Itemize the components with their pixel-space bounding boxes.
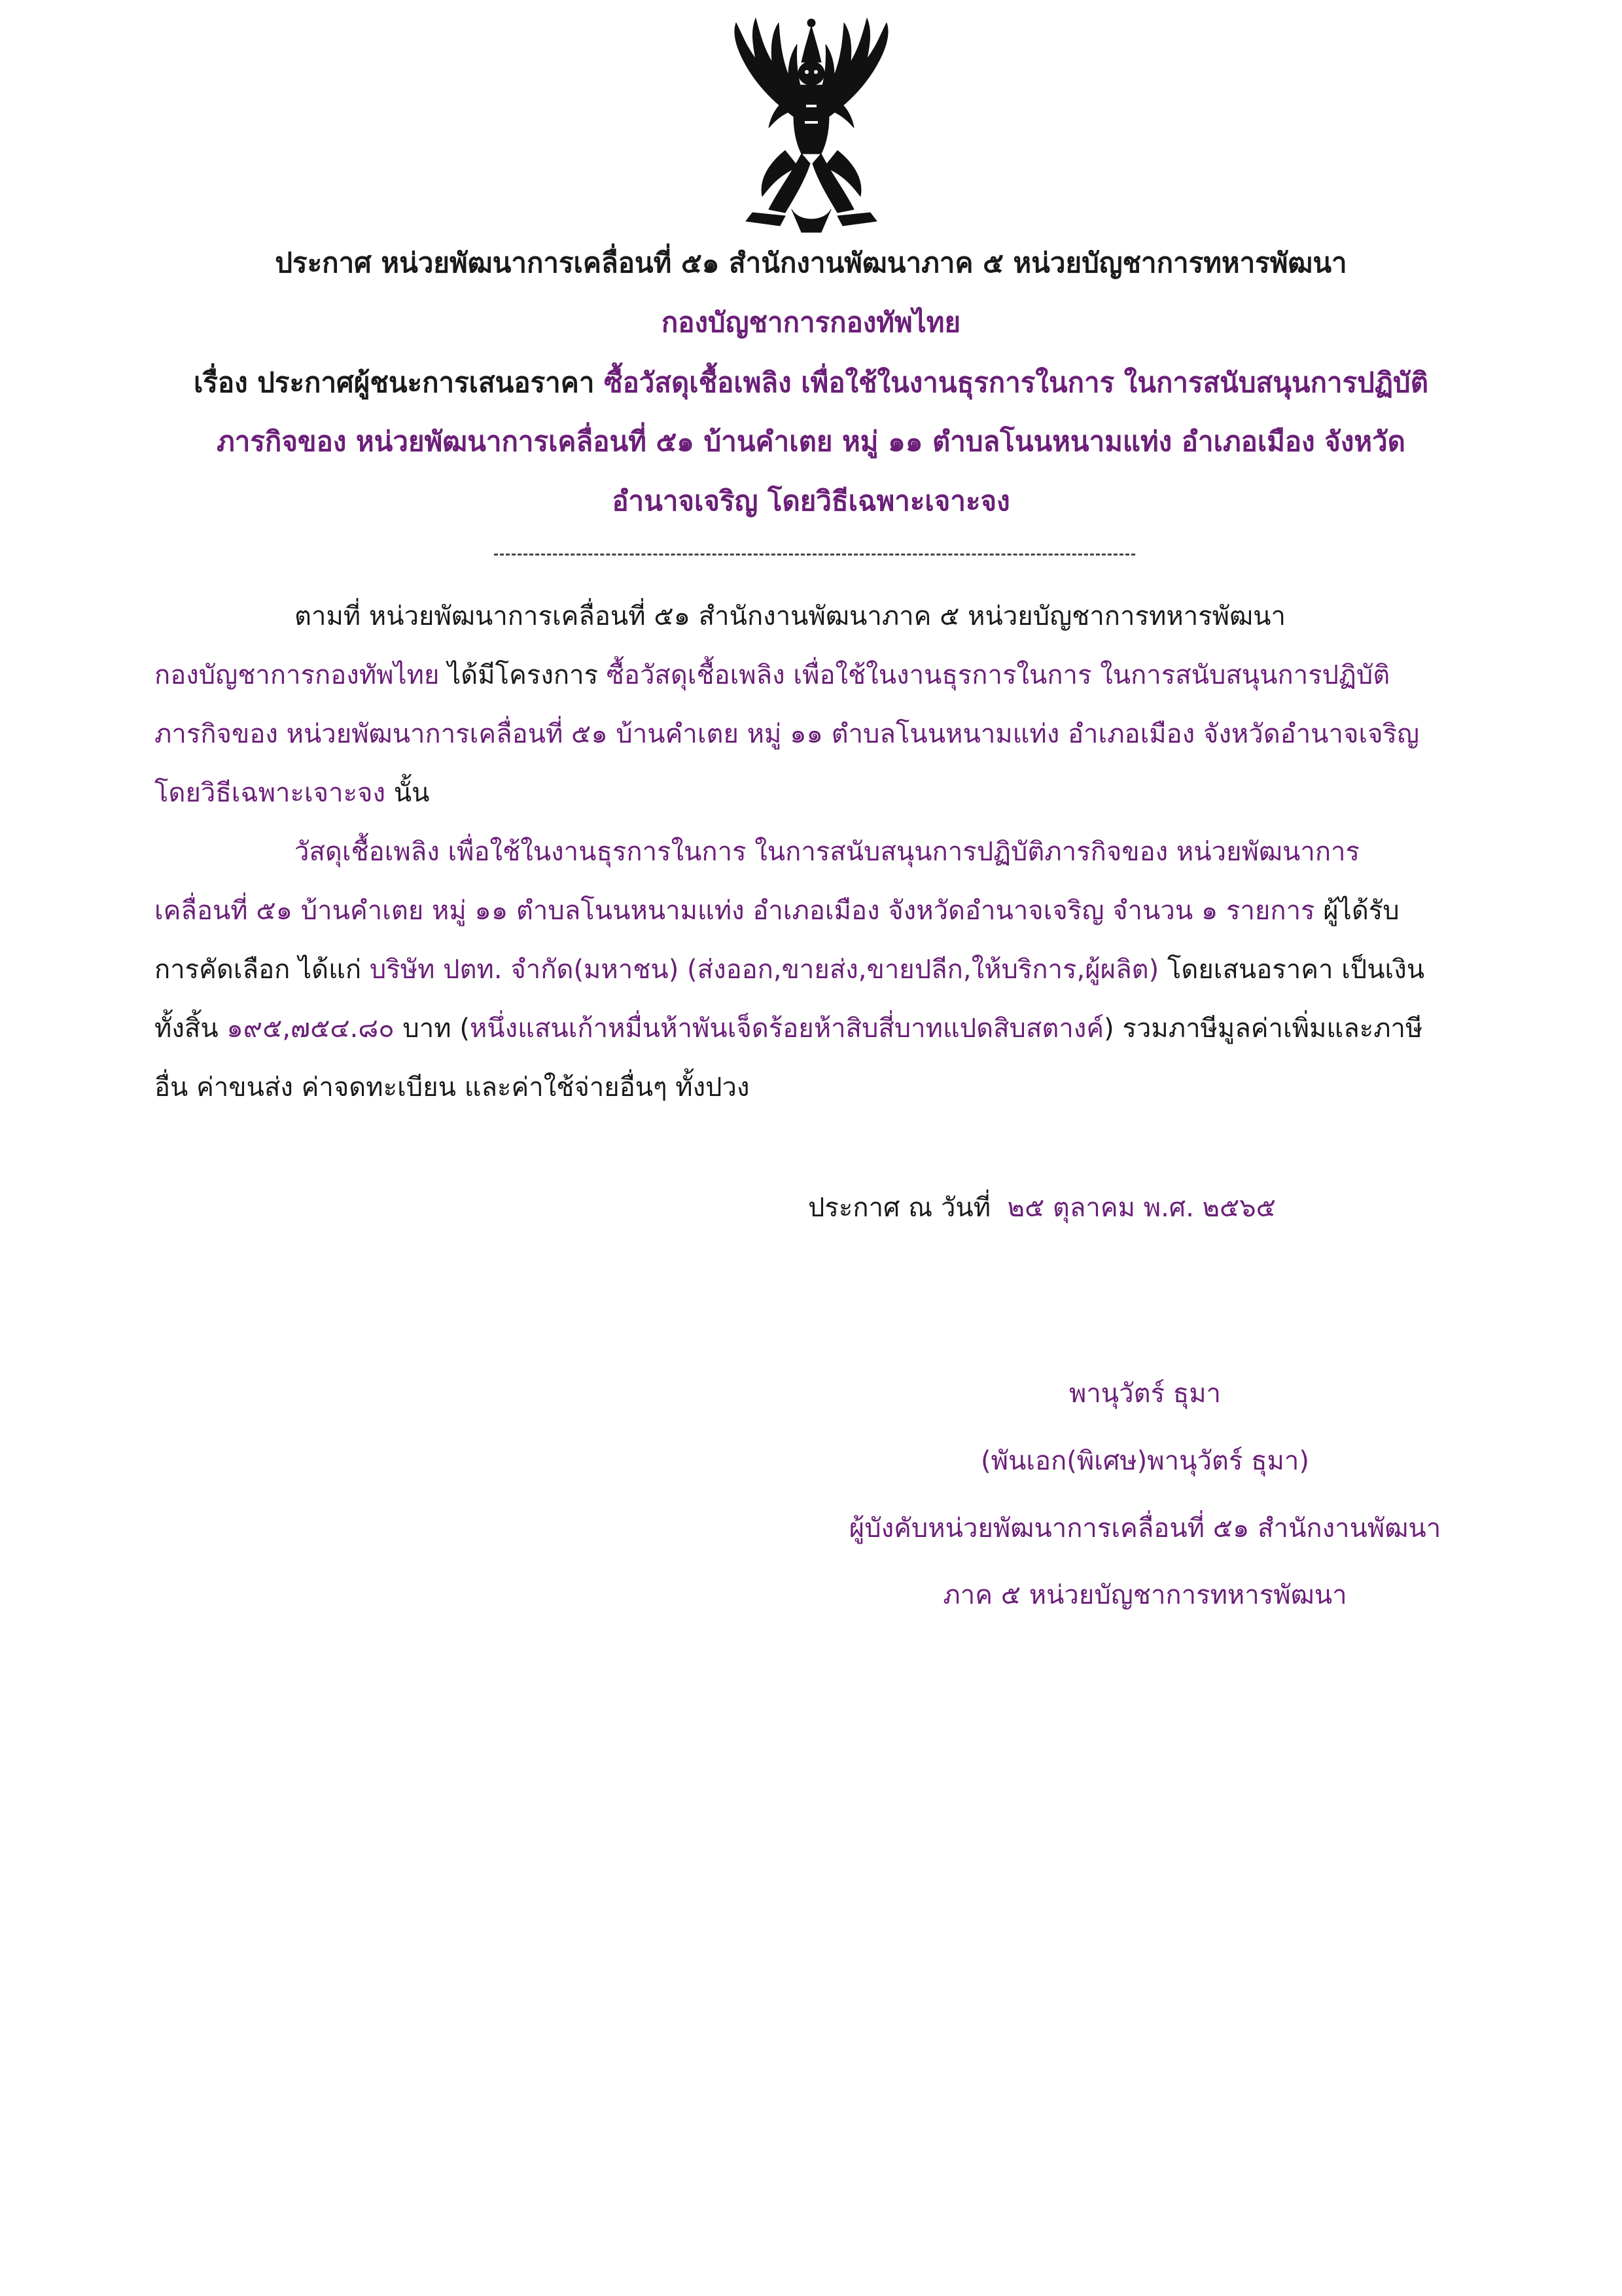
para1-line-2: กองบัญชาการกองทัพไทย ได้มีโครงการ ซื้อวัสดุเชื้อเพลิง เพื่อใช้ในงานธุรการในการ ในการสนับสนุนการปฏิบัติ — [154, 660, 1390, 690]
para1-line-1: ตามที่ หน่วยพัฒนาการเคลื่อนที่ ๕๑ สำนักงานพัฒนาภาค ๕ หน่วยบัญชาการทหารพัฒนา — [294, 601, 1286, 631]
para1-line-4: โดยวิธีเฉพาะเจาะจง นั้น — [154, 778, 430, 808]
para2-line-2: เคลื่อนที่ ๕๑ บ้านคำเตย หมู่ ๑๑ ตำบลโนนหนามแท่ง อำเภอเมือง จังหวัดอำนาจเจริญ จำนวน ๑ รายการ ผู้ได้รับ — [154, 896, 1400, 926]
divider — [494, 554, 1135, 556]
para2-line-4: ทั้งสิ้น ๑๙๕,๗๕๔.๘๐ บาท (หนึ่งแสนเก้าหมื่นห้าพันเจ็ดร้อยห้าสิบสี่บาทแปดสิบสตางค์) รวมภาษีมูลค่าเพิ่มและภาษี — [154, 1014, 1423, 1044]
signature-position-2: ภาค ๕ หน่วยบัญชาการทหารพัฒนา — [943, 1580, 1347, 1610]
agency-name: กองบัญชาการกองทัพไทย — [154, 660, 440, 690]
para2-line-3: การคัดเลือก ได้แก่ บริษัท ปตท. จำกัด(มหาชน) (ส่งออก,ขายส่ง,ขายปลีก,ให้บริการ,ผู้ผลิต) โดยเสนอราคา เป็นเงิน — [154, 955, 1425, 985]
project-name: ซื้อวัสดุเชื้อเพลิง เพื่อใช้ในงานธุรการในการ ในการสนับสนุนการปฏิบัติ — [606, 660, 1390, 690]
header-line-5: อำนาจเจริญ โดยวิธีเฉพาะเจาะจง — [612, 485, 1010, 517]
price-in-words: หนึ่งแสนเก้าหมื่นห้าพันเจ็ดร้อยห้าสิบสี่บาทแปดสิบสตางค์ — [469, 1014, 1104, 1044]
announce-date: ๒๕ ตุลาคม พ.ศ. ๒๕๖๕ — [1007, 1193, 1276, 1223]
signature-name: พานุวัตร์ ธุมา — [1068, 1379, 1222, 1409]
header-line-3 — [131, 363, 1491, 402]
winner-company: บริษัท ปตท. จำกัด(มหาชน) (ส่งออก,ขายส่ง,ขายปลีก,ให้บริการ,ผู้ผลิต) — [369, 955, 1159, 985]
signature-rank-name: (พันเอก(พิเศษ)พานุวัตร์ ธุมา) — [981, 1446, 1309, 1476]
para1-line-3: ภารกิจของ หน่วยพัฒนาการเคลื่อนที่ ๕๑ บ้านคำเตย หมู่ ๑๑ ตำบลโนนหนามแท่ง อำเภอเมือง จังหวัดอำนาจเจริญ — [154, 719, 1420, 749]
signature-position-1: ผู้บังคับหน่วยพัฒนาการเคลื่อนที่ ๕๑ สำนักงานพัฒนา — [849, 1513, 1441, 1544]
para2-line-5: อื่น ค่าขนส่ง ค่าจดทะเบียน และค่าใช้จ่ายอื่นๆ ทั้งปวง — [154, 1072, 750, 1103]
subject-title: ซื้อวัสดุเชื้อเพลิง เพื่อใช้ในงานธุรการในการ ในการสนับสนุนการปฏิบัติ — [604, 366, 1428, 398]
announce-date-line: ประกาศ ณ วันที่ ๒๕ ตุลาคม พ.ศ. ๒๕๖๕ — [808, 1193, 1276, 1223]
para2-line-1: วัสดุเชื้อเพลิง เพื่อใช้ในงานธุรการในการ ในการสนับสนุนการปฏิบัติภารกิจของ หน่วยพัฒนาการ — [294, 837, 1360, 867]
price-amount: ๑๙๕,๗๕๔.๘๐ — [226, 1014, 395, 1044]
garuda-emblem-icon — [707, 13, 916, 242]
header-line-2: กองบัญชาการกองทัพไทย — [661, 306, 961, 338]
subject-prefix: เรื่อง ประกาศผู้ชนะการเสนอราคา — [194, 366, 595, 398]
header-line-1: ประกาศ หน่วยพัฒนาการเคลื่อนที่ ๕๑ สำนักงานพัฒนาภาค ๕ หน่วยบัญชาการทหารพัฒนา — [275, 247, 1347, 279]
header-line-4: ภารกิจของ หน่วยพัฒนาการเคลื่อนที่ ๕๑ บ้านคำเตย หมู่ ๑๑ ตำบลโนนหนามแท่ง อำเภอเมือง จังหวัด — [217, 425, 1405, 457]
